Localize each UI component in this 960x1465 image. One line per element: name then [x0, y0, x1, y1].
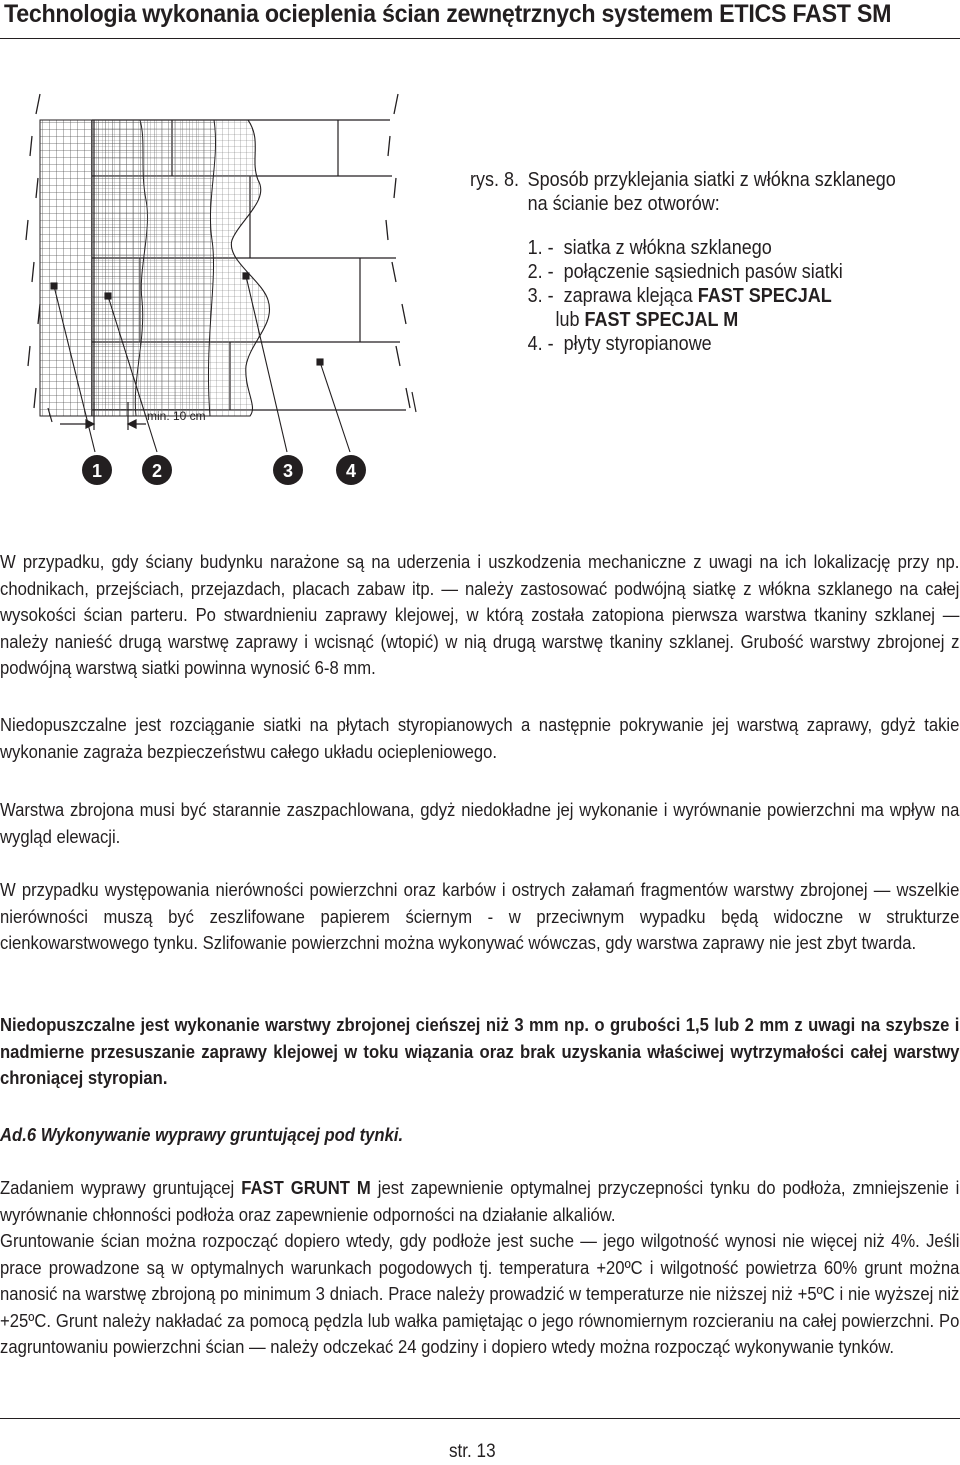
dimension-label: min. 10 cm [147, 409, 206, 423]
svg-text:2: 2 [151, 461, 163, 481]
paragraph-5-warning: Niedopuszczalne jest wykonanie warstwy zbrojonej cieńszej niż 3 mm np. o grubości 1,5 lub 2 mm z uwagi na szybsze i nadmierne przesuszanie zaprawy klejowej w toku wiązania oraz brak uzyskania właściwej wytrzymałości całej warstwy chroniącej styropian. [0, 1014, 960, 1088]
page-number: str. 13 [449, 1441, 496, 1462]
marker-4 [336, 455, 366, 485]
legend-item-4: 4. - płyty styropianowe [527, 333, 712, 355]
svg-text:3: 3 [282, 461, 294, 481]
mesh-installation-diagram [0, 80, 460, 500]
marker-2 [142, 455, 172, 485]
page-title: Technologia wykonania ocieplenia ścian zewnętrznych systemem ETICS FAST SM [4, 0, 892, 28]
paragraph-7: Gruntowanie ścian można rozpocząć dopiero wtedy, gdy podłoże jest suche — jego wilgotność wynosi nie więcej niż 4%. Jeśli prace prowadzone są w optymalnych warunkach pogodowych tj. temperatura +20ºC i wilgotność powietrza 60% grunt można nanosić na warstwę zbrojoną po minimum 3 dniach. Prace należy prowadzić w temperaturze nie niższej niż +5ºC i nie wyższej niż +25ºC. Grunt należy nakładać za pomocą pędzla lub wałka pamiętając o jego równomiernym rozcieraniu na całej powierzchni. Po zagruntowaniu powierzchni ścian — należy odczekać 24 godziny i dopiero wtedy można rozpocząć wykonywanie tynków. [0, 1230, 960, 1357]
legend-item-3-cont: lub FAST SPECJAL M [555, 309, 739, 331]
legend-item-3: 3. - zaprawa klejąca FAST SPECJAL [527, 285, 832, 307]
paragraph-6: Zadaniem wyprawy gruntującej FAST GRUNT M jest zapewnienie optymalnej przyczepności tynku do podłoża, zmniejszenie i wyrównanie chłonności podłoża oraz zapewnienie odporności na działanie alkaliów. [0, 1177, 960, 1225]
paragraph-1: W przypadku, gdy ściany budynku narażone są na uderzenia i uszkodzenia mechaniczne z uwagi na ich lokalizację przy np. chodnikach, przejściach, przejazdach, placach zabaw itp. — należy zastosować podwójną siatkę z włókna szklanego na całej wysokości ścian parteru. Po stwardnieniu zaprawy klejowej, w którą została zatopiona pierwsza warstwa tkaniny szklanej — należy nanieść drugą warstwę zaprawy i wcisnąć (wtopić) w nią drugą warstwę tkaniny szklanej. Grubość warstwy zbrojonej z podwójną warstwą siatki powinna wynosić 6-8 mm. [0, 551, 960, 678]
svg-text:1: 1 [91, 461, 103, 481]
caption-number: rys. 8. [470, 169, 520, 191]
marker-3 [273, 455, 303, 485]
section-heading: Ad.6 Wykonywanie wyprawy gruntującej pod tynki. [0, 1124, 404, 1145]
marker-1 [82, 455, 112, 485]
caption-line-2: na ścianie bez otworów: [527, 193, 720, 215]
paragraph-3: Warstwa zbrojona musi być starannie zaszpachlowana, gdyż niedokładne jej wykonanie i wyrównanie powierzchni ma wpływ na wygląd elewacji. [0, 799, 960, 847]
svg-text:4: 4 [345, 461, 357, 481]
footer-divider [0, 1418, 960, 1419]
legend-item-1: 1. - siatka z włókna szklanego [527, 237, 772, 259]
title-divider [0, 38, 960, 39]
figure-legend [470, 168, 896, 356]
caption-line-1: Sposób przyklejania siatki z włókna szklanego [527, 169, 896, 191]
paragraph-2: Niedopuszczalne jest rozciąganie siatki na płytach styropianowych a następnie pokrywanie jej warstwą zaprawy, gdyż takie wykonanie zagraża bezpieczeństwu całego układu ociepleniowego. [0, 714, 960, 762]
legend-item-2: 2. - połączenie sąsiednich pasów siatki [527, 261, 843, 283]
mesh-strip-2 [94, 120, 216, 416]
paragraph-4: W przypadku występowania nierówności powierzchni oraz karbów i ostrych załamań fragmentów warstwy zbrojonej — wszelkie nierówności muszą być zeszlifowane papierem ściernym - w przeciwnym wypadku będą widoczne w strukturze cienkowarstwowego tynku. Szlifowanie powierzchni można wykonywać wówczas, gdy warstwa zaprawy nie jest zbyt twarda. [0, 879, 960, 953]
